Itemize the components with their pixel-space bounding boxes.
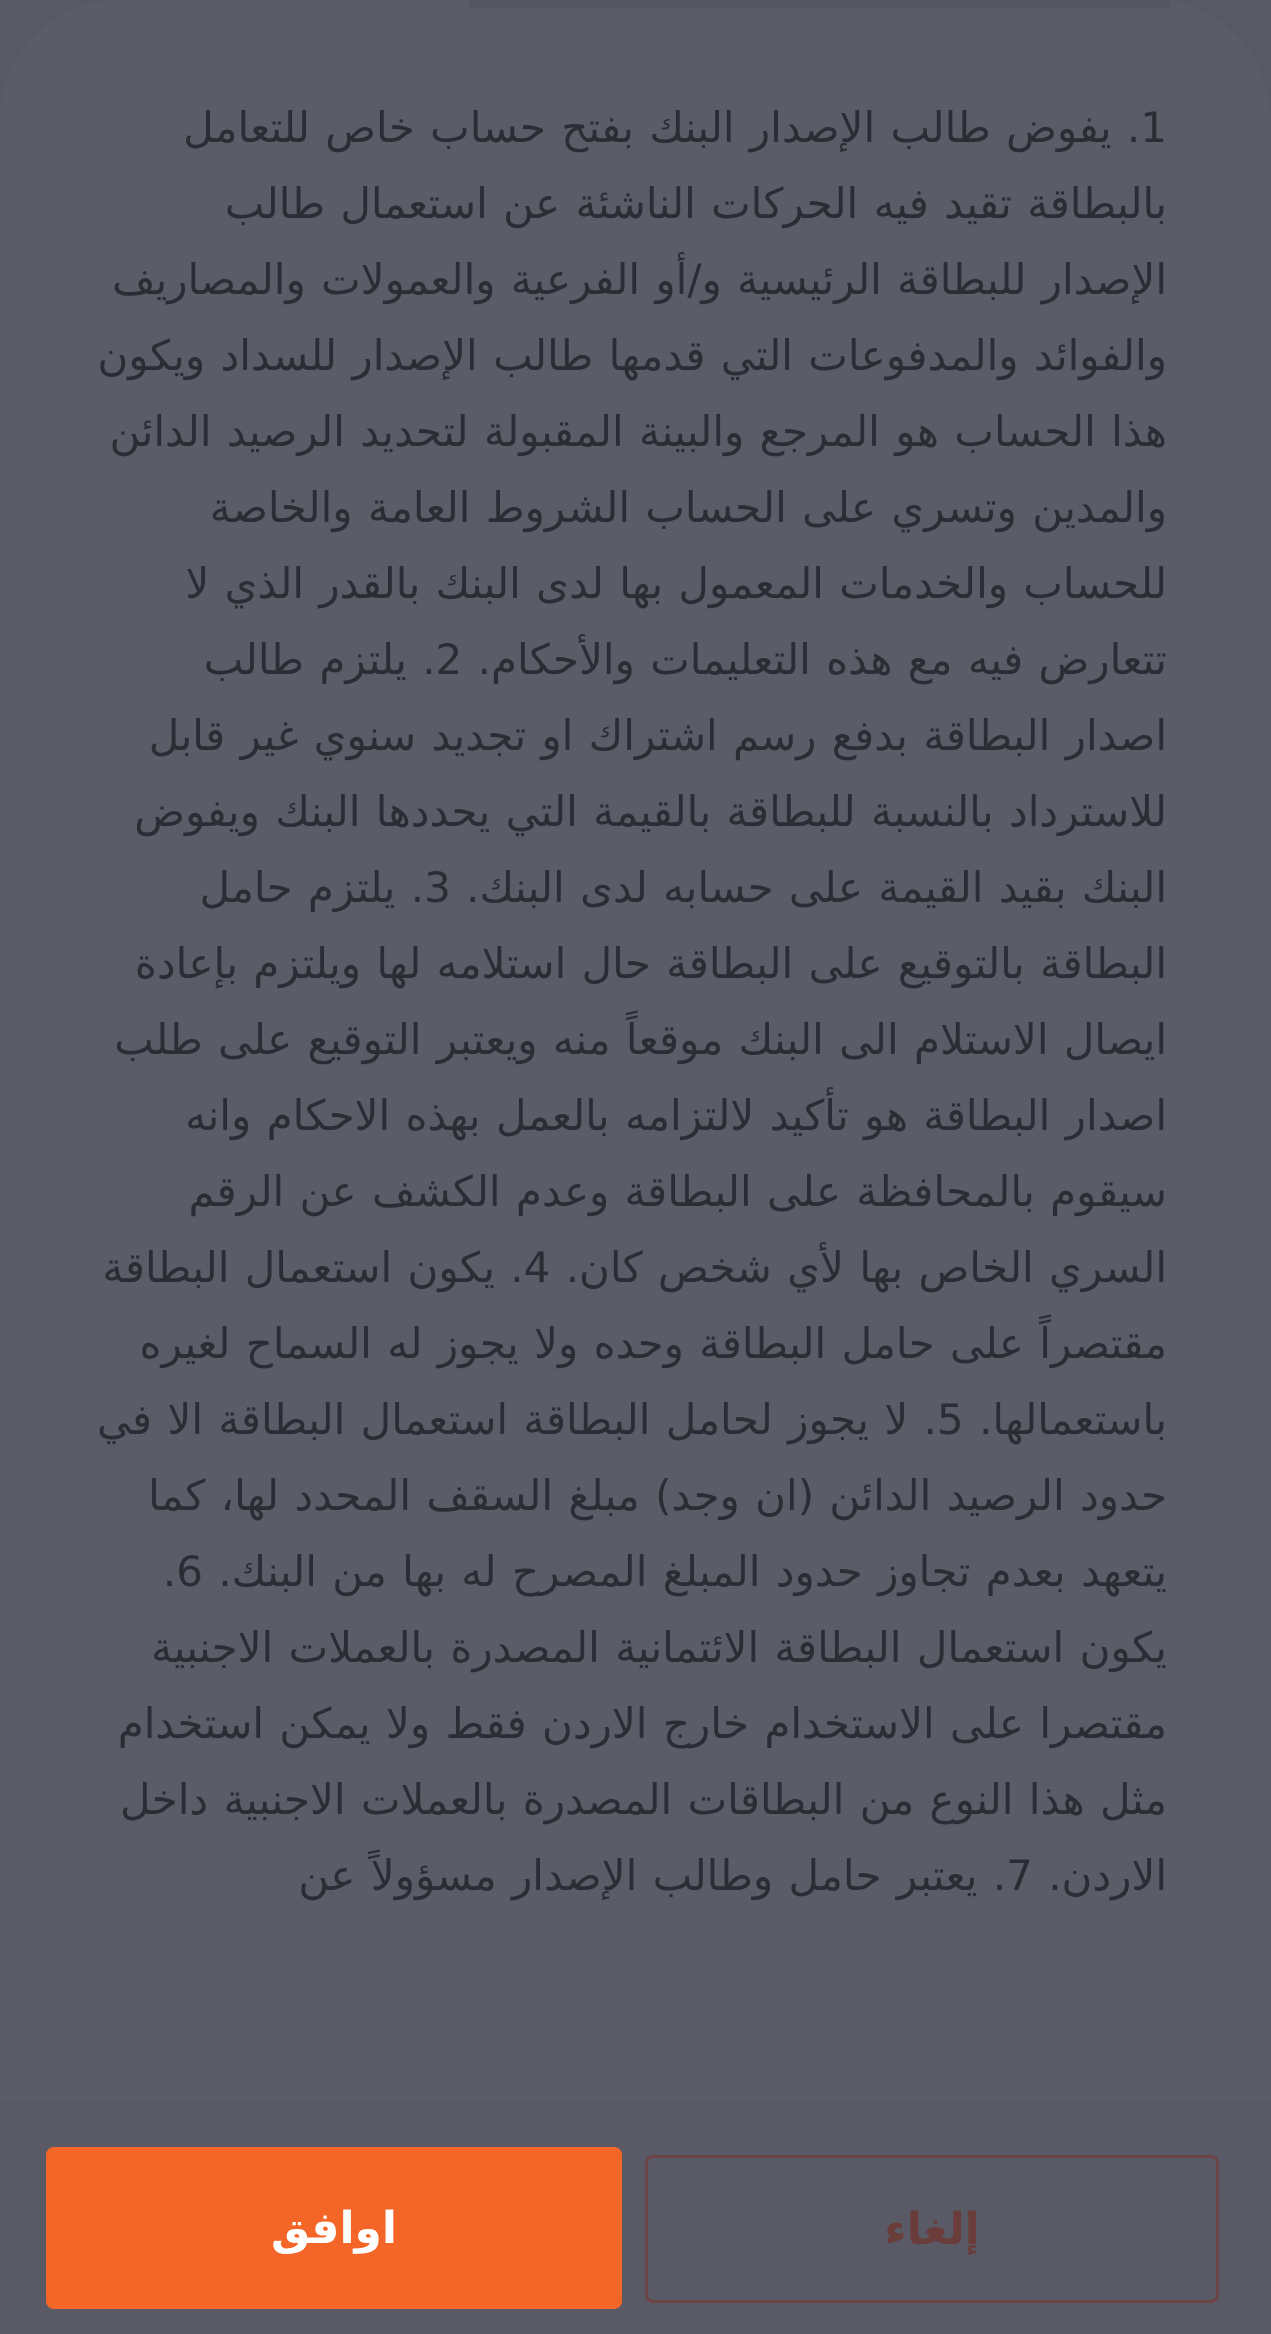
terms-scroll-area[interactable] (44, 70, 1171, 2100)
sheet-top-shade (470, 0, 1170, 8)
action-bar (0, 2100, 1271, 2334)
terms-body-text: 1. يفوض طالب الإصدار البنك بفتح حساب خاص للتعامل بالبطاقة تقيد فيه الحركات الناشئة عن استعمال طالب الإصدار للبطاقة الرئيسية و/أو الفرعية والعمولات والمصاريف والفوائد والمدفوعات التي قدمها طالب الإصدار للسداد ويكون هذا الحساب هو المرجع والبينة المقبولة لتحديد الرصيد الدائن والمدين وتسري على الحساب الشروط العامة والخاصة للحساب والخدمات المعمول بها لدى البنك بالقدر الذي لا تتعارض فيه مع هذه التعليمات والأحكام. 2. يلتزم طالب اصدار البطاقة بدفع رسم اشتراك او تجديد سنوي غير قابل للاسترداد بالنسبة للبطاقة بالقيمة التي يحددها البنك ويفوض البنك بقيد القيمة على حسابه لدى البنك. 3. يلتزم حامل البطاقة بالتوقيع على البطاقة حال استلامه لها ويلتزم بإعادة ايصال الاستلام الى البنك موقعاً منه ويعتبر التوقيع على طلب اصدار البطاقة هو تأكيد لالتزامه بالعمل بهذه الاحكام وانه سيقوم بالمحافظة على البطاقة وعدم الكشف عن الرقم السري الخاص بها لأي شخص كان. 4. يكون استعمال البطاقة مقتصراً على حامل البطاقة وحده ولا يجوز له السماح لغيره باستعمالها. 5. لا يجوز لحامل البطاقة استعمال البطاقة الا في حدود الرصيد الدائن (ان وجد) مبلغ السقف المحدد لها، كما يتعهد بعدم تجاوز حدود المبلغ المصرح له بها من البنك. 6. يكون استعمال البطاقة الائتمانية المصدرة بالعملات الاجنبية مقتصرا على الاستخدام خارج الاردن فقط ولا يمكن استخدام مثل هذا النوع من البطاقات المصدرة بالعملات الاجنبية داخل الاردن. 7. يعتبر حامل وطالب الإصدار مسؤولاً عن (96, 103, 1167, 1900)
agree-button[interactable]: اوافق (46, 2147, 622, 2309)
cancel-button[interactable]: إلغاء (645, 2155, 1219, 2303)
